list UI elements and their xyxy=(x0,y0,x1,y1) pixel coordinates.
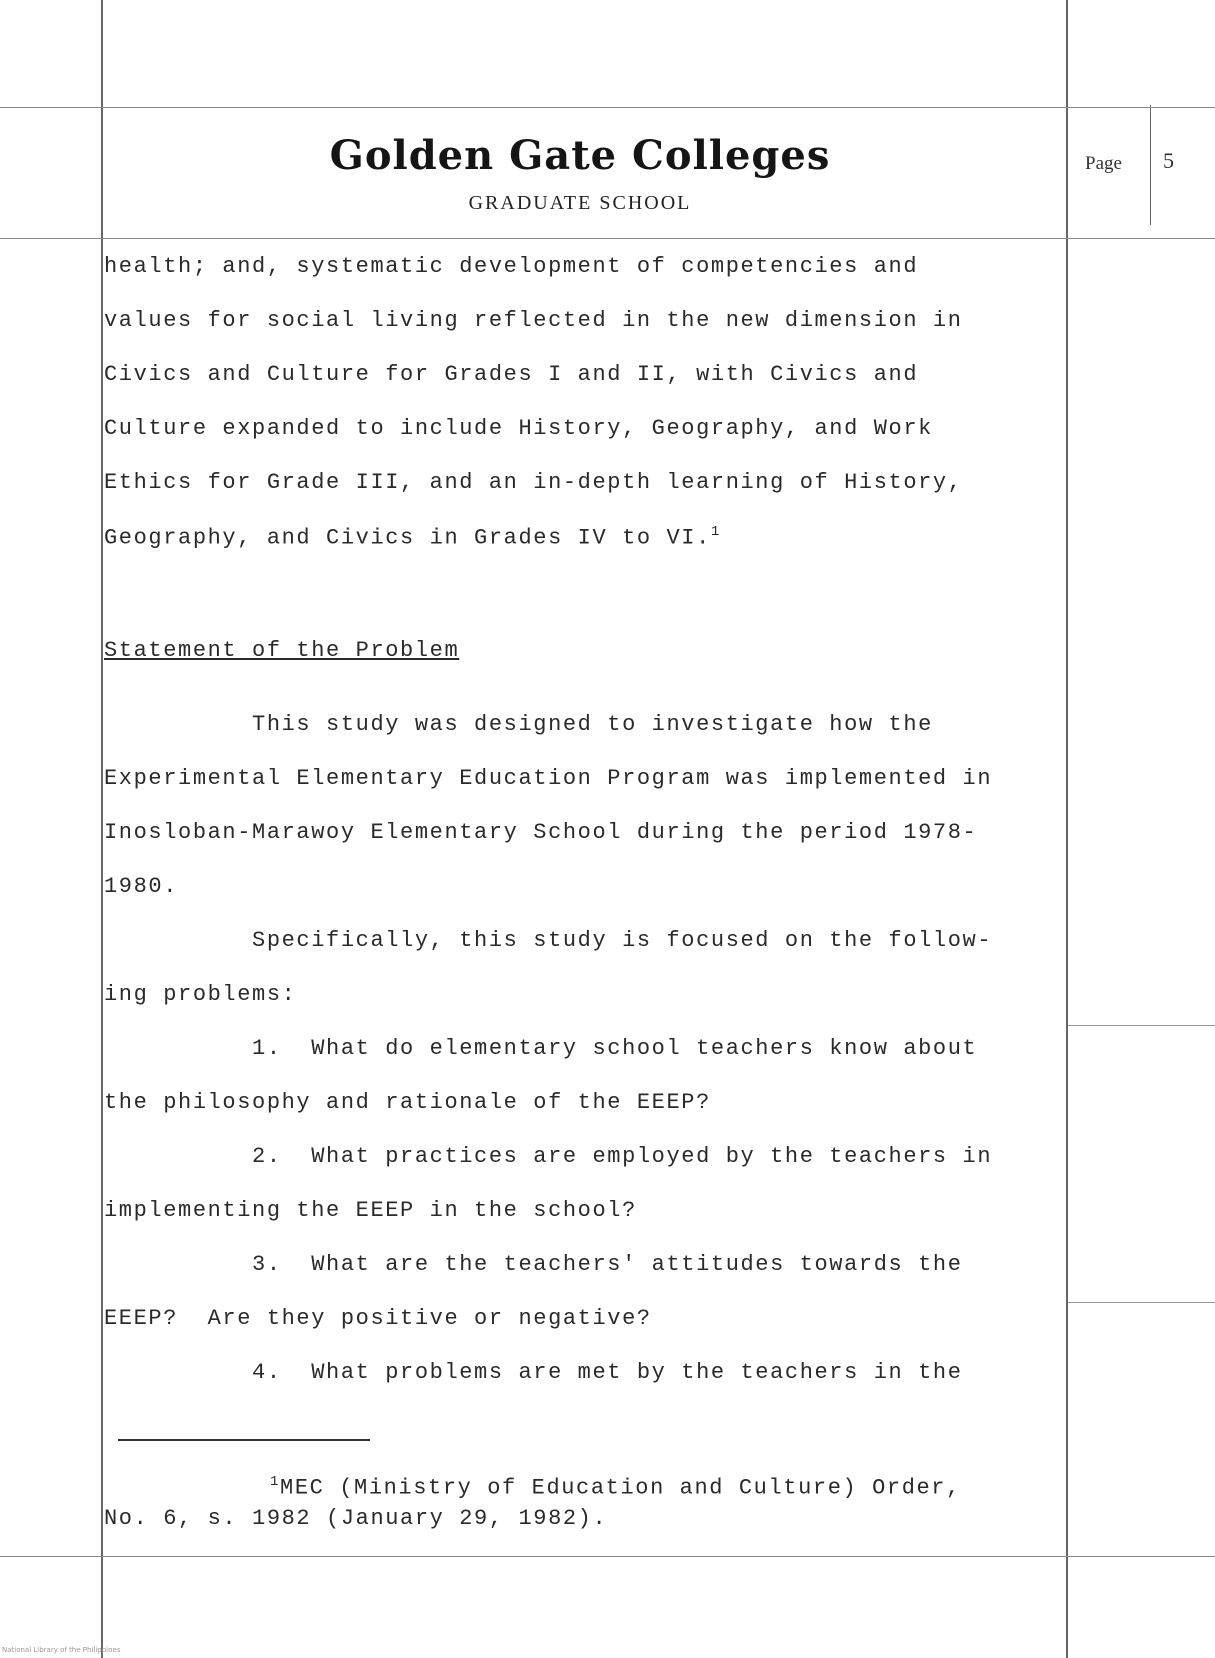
text-line: Culture expanded to include History, Geography, and Work xyxy=(104,416,933,441)
text-line: the philosophy and rationale of the EEEP? xyxy=(104,1090,711,1115)
page-box-divider xyxy=(1150,105,1151,225)
footnote-text: MEC (Ministry of Education and Culture) Order, xyxy=(280,1475,961,1501)
page-number: 5 xyxy=(1163,148,1174,173)
institution-name: Golden Gate Colleges xyxy=(329,132,831,179)
footnote-line-2: No. 6, s. 1982 (January 29, 1982). xyxy=(104,1506,608,1531)
text-line: Civics and Culture for Grades I and II, with Civics and xyxy=(104,362,919,387)
right-margin-rule xyxy=(1066,0,1068,1658)
text-line: This study was designed to investigate how the xyxy=(104,712,933,737)
list-item-3: 3. What are the teachers' attitudes towards the xyxy=(104,1252,963,1277)
text-line: Ethics for Grade III, and an in-depth learning of History, xyxy=(104,470,963,495)
footnote-ref: 1 xyxy=(710,524,721,540)
bottom-rule xyxy=(0,1556,1215,1557)
side-rule-1 xyxy=(1068,1025,1215,1026)
page-label: Page xyxy=(1085,153,1122,174)
side-rule-2 xyxy=(1068,1302,1215,1303)
text-line: implementing the EEEP in the school? xyxy=(104,1198,637,1223)
top-rule xyxy=(0,107,1215,108)
scan-credit: National Library of the Philippines xyxy=(2,1646,121,1654)
text-line: Geography, and Civics in Grades IV to VI. xyxy=(104,525,711,551)
school-name: GRADUATE SCHOOL xyxy=(468,192,692,214)
text-line: 1980. xyxy=(104,874,179,899)
list-item-4: 4. What problems are met by the teachers in the xyxy=(104,1360,963,1385)
text-line: health; and, systematic development of competencies and xyxy=(104,254,919,279)
text-line: Specifically, this study is focused on the follow- xyxy=(104,928,993,953)
footnote-marker: 1 xyxy=(270,1474,281,1490)
left-margin-rule xyxy=(101,0,103,1658)
footnote-line-1 xyxy=(270,1474,961,1500)
text-line: ing problems: xyxy=(104,982,297,1007)
text-line: Experimental Elementary Education Program was implemented in xyxy=(104,766,993,791)
section-heading: Statement of the Problem xyxy=(104,638,460,663)
list-item-2: 2. What practices are employed by the teachers in xyxy=(104,1144,993,1169)
text-line: values for social living reflected in the new dimension in xyxy=(104,308,963,333)
text-line: EEEP? Are they positive or negative? xyxy=(104,1306,652,1331)
footnote-rule xyxy=(118,1439,370,1441)
text-line: Inosloban-Marawoy Elementary School during the period 1978- xyxy=(104,820,978,845)
list-item-1: 1. What do elementary school teachers know about xyxy=(104,1036,978,1061)
header-bottom-rule xyxy=(0,238,1215,239)
text-line-with-footnote-ref xyxy=(104,524,721,550)
